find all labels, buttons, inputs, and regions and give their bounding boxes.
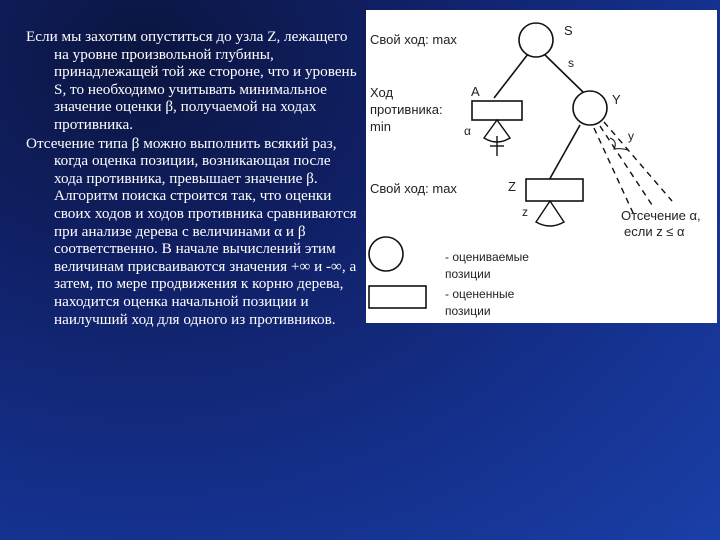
legend-circle-text-2: позиции: [445, 267, 491, 281]
label-opponent-move-1: Ход: [370, 85, 394, 100]
label-opponent-min: min: [370, 119, 391, 134]
legend-rect: [369, 286, 426, 308]
alpha-beta-tree-figure: [366, 10, 717, 323]
slide-text: [26, 28, 362, 328]
label-opponent-move-2: противника:: [370, 102, 443, 117]
tree-diagram: [366, 10, 717, 323]
legend-rect-text-1: - оцененные: [445, 287, 515, 301]
legend-rect-text-2: позиции: [445, 304, 491, 318]
cutoff-caption-2: если z ≤ α: [624, 224, 685, 239]
cut-branch-3: [604, 122, 672, 201]
edge-y-label: y: [628, 129, 634, 143]
legend-circle: [369, 237, 403, 271]
edge-s-to-y: [544, 54, 584, 93]
alpha-label: α: [464, 124, 471, 138]
cut-branch-2: [600, 126, 654, 208]
legend-circle-text-1: - оцениваемые: [445, 250, 529, 264]
edge-s-label: s: [568, 56, 574, 70]
paragraph-z-node: Если мы захотим опуститься до узла Z, лежащего на уровне произвольной глубины, принадлежащей той же стороне, что и уровень S, то необходимо учитывать минимальное значение оценки β, получаемой на ходах противника.: [26, 28, 357, 133]
node-s-label: S: [564, 23, 573, 38]
node-y-label: Y: [612, 92, 621, 107]
node-z-rect: [526, 179, 583, 201]
node-z-label: Z: [508, 179, 516, 194]
paragraph-beta-cutoff: Отсечение типа β можно выполнить всякий раз, когда оценка позиции, возникающая после хода противника, превышает значение β. Алгоритм поиска строится так, что оценки своих ходов и ходов противника сравниваются при анализе дерева с величинами α и β соответственно. В начале вычислений этим величинам присваиваются значения +∞ и -∞, а затем, по мере продвижения к корню дерева, находится оценка начальной позиции и наилучший ход для одного из противников.: [26, 134, 357, 328]
node-s-circle: [519, 23, 553, 57]
edge-y-to-z: [548, 125, 580, 182]
cutoff-caption-1: Отсечение α,: [621, 208, 701, 223]
node-a-rect: [472, 101, 522, 120]
node-y-circle: [573, 91, 607, 125]
edge-z-label: z: [522, 205, 528, 219]
edge-s-to-a: [494, 54, 528, 98]
label-own-move-max-bottom: Свой ход: max: [370, 181, 457, 196]
node-a-label: A: [471, 84, 480, 99]
label-own-move-max-top: Свой ход: max: [370, 32, 457, 47]
node-z-subtree: [536, 201, 564, 226]
